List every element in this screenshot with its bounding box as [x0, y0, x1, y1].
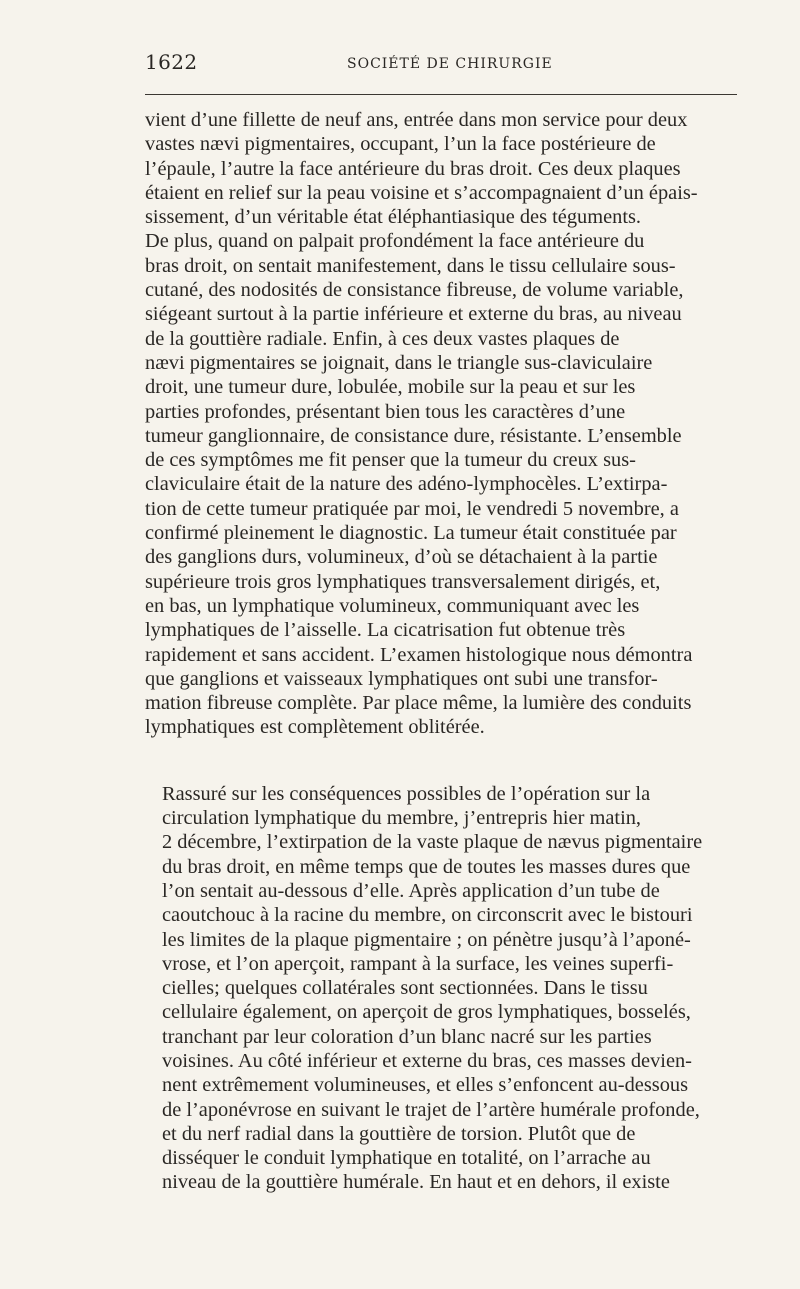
text-line: vient d’une fillette de neuf ans, entrée dans mon service pour deux: [145, 109, 688, 131]
text-line: nent extrêmement volumineuses, et elles s’enfoncent au-dessous: [162, 1074, 689, 1097]
text-line: lymphatiques de l’aisselle. La cicatrisation fut obtenue très: [145, 619, 626, 642]
text-line: Rassuré sur les conséquences possibles de l’opération sur la: [162, 782, 651, 805]
text-line: des ganglions durs, volumineux, d’où se détachaient à la partie: [145, 546, 658, 569]
text-line: siégeant surtout à la partie inférieure et externe du bras, au niveau: [145, 303, 682, 326]
text-line: claviculaire était de la nature des adéno-lymphocèles. L’extirpa-: [145, 473, 668, 496]
text-line: tion de cette tumeur pratiquée par moi, le vendredi 5 novembre, a: [145, 497, 679, 520]
text-line: en bas, un lymphatique volumineux, communiquant avec les: [145, 594, 640, 617]
page-number: 1622: [145, 50, 198, 74]
text-line: étaient en relief sur la peau voisine et s’accompagnaient d’un épais-: [145, 181, 698, 204]
text-line: confirmé pleinement le diagnostic. La tumeur était constituée par: [145, 522, 677, 545]
text-line: tumeur ganglionnaire, de consistance dure, résistante. L’ensemble: [145, 424, 682, 447]
text-line: disséquer le conduit lymphatique en totalité, on l’arrache au: [162, 1147, 651, 1170]
text-line: et du nerf radial dans la gouttière de torsion. Plutôt que de: [162, 1122, 636, 1145]
text-line: nævi pigmentaires se joignait, dans le triangle sus-claviculaire: [145, 351, 653, 374]
text-line: parties profondes, présentant bien tous les caractères d’une: [145, 400, 626, 423]
text-line: 2 décembre, l’extirpation de la vaste plaque de nævus pigmentaire: [162, 831, 703, 854]
text-line: vrose, et l’on aperçoit, rampant à la surface, les veines superfi-: [162, 952, 674, 975]
text-line: l’on sentait au-dessous d’elle. Après application d’un tube de: [162, 879, 660, 902]
text-line: cellulaire également, on aperçoit de gros lymphatiques, bosselés,: [162, 1001, 691, 1024]
text-line: de ces symptômes me fit penser que la tumeur du creux sus-: [145, 449, 636, 472]
text-line: De plus, quand on palpait profondément la face antérieure du: [145, 230, 645, 253]
body-text: [145, 108, 737, 1195]
paragraph-1: [145, 108, 737, 740]
journal-title: SOCIÉTÉ DE CHIRURGIE: [347, 56, 553, 72]
text-line: lymphatiques est complètement oblitérée.: [145, 716, 485, 739]
text-line: de l’aponévrose en suivant le trajet de l’artère humérale profonde,: [162, 1098, 700, 1121]
paragraph-2: [145, 782, 737, 1195]
text-line: cutané, des nodosités de consistance fibreuse, de volume variable,: [145, 279, 684, 302]
running-head: [145, 50, 737, 80]
text-line: circulation lymphatique du membre, j’entrepris hier matin,: [162, 807, 642, 830]
text-line: droit, une tumeur dure, lobulée, mobile sur la peau et sur les: [145, 376, 636, 399]
text-line: tranchant par leur coloration d’un blanc nacré sur les parties: [162, 1025, 652, 1048]
text-line: vastes nævi pigmentaires, occupant, l’un la face postérieure de: [145, 133, 656, 156]
text-line: rapidement et sans accident. L’examen histologique nous démontra: [145, 643, 693, 666]
text-line: sissement, d’un véritable état éléphantiasique des téguments.: [145, 206, 642, 229]
text-line: l’épaule, l’autre la face antérieure du bras droit. Ces deux plaques: [145, 157, 681, 180]
text-line: les limites de la plaque pigmentaire ; on pénètre jusqu’à l’aponé-: [162, 928, 691, 951]
text-line: cielles; quelques collatérales sont sectionnées. Dans le tissu: [162, 977, 648, 1000]
header-rule: [145, 94, 737, 95]
text-line: de la gouttière radiale. Enfin, à ces deux vastes plaques de: [145, 327, 620, 350]
text-line: niveau de la gouttière humérale. En haut et en dehors, il existe: [162, 1171, 670, 1194]
text-line: bras droit, on sentait manifestement, dans le tissu cellulaire sous-: [145, 254, 676, 277]
text-line: que ganglions et vaisseaux lymphatiques ont subi une transfor-: [145, 667, 658, 690]
paragraph-gap: [145, 740, 737, 782]
text-line: du bras droit, en même temps que de toutes les masses dures que: [162, 855, 691, 878]
text-line: mation fibreuse complète. Par place même, la lumière des conduits: [145, 692, 692, 715]
text-line: supérieure trois gros lymphatiques transversalement dirigés, et,: [145, 570, 661, 593]
text-line: voisines. Au côté inférieur et externe du bras, ces masses devien-: [162, 1049, 692, 1072]
text-line: caoutchouc à la racine du membre, on circonscrit avec le bistouri: [162, 904, 693, 927]
